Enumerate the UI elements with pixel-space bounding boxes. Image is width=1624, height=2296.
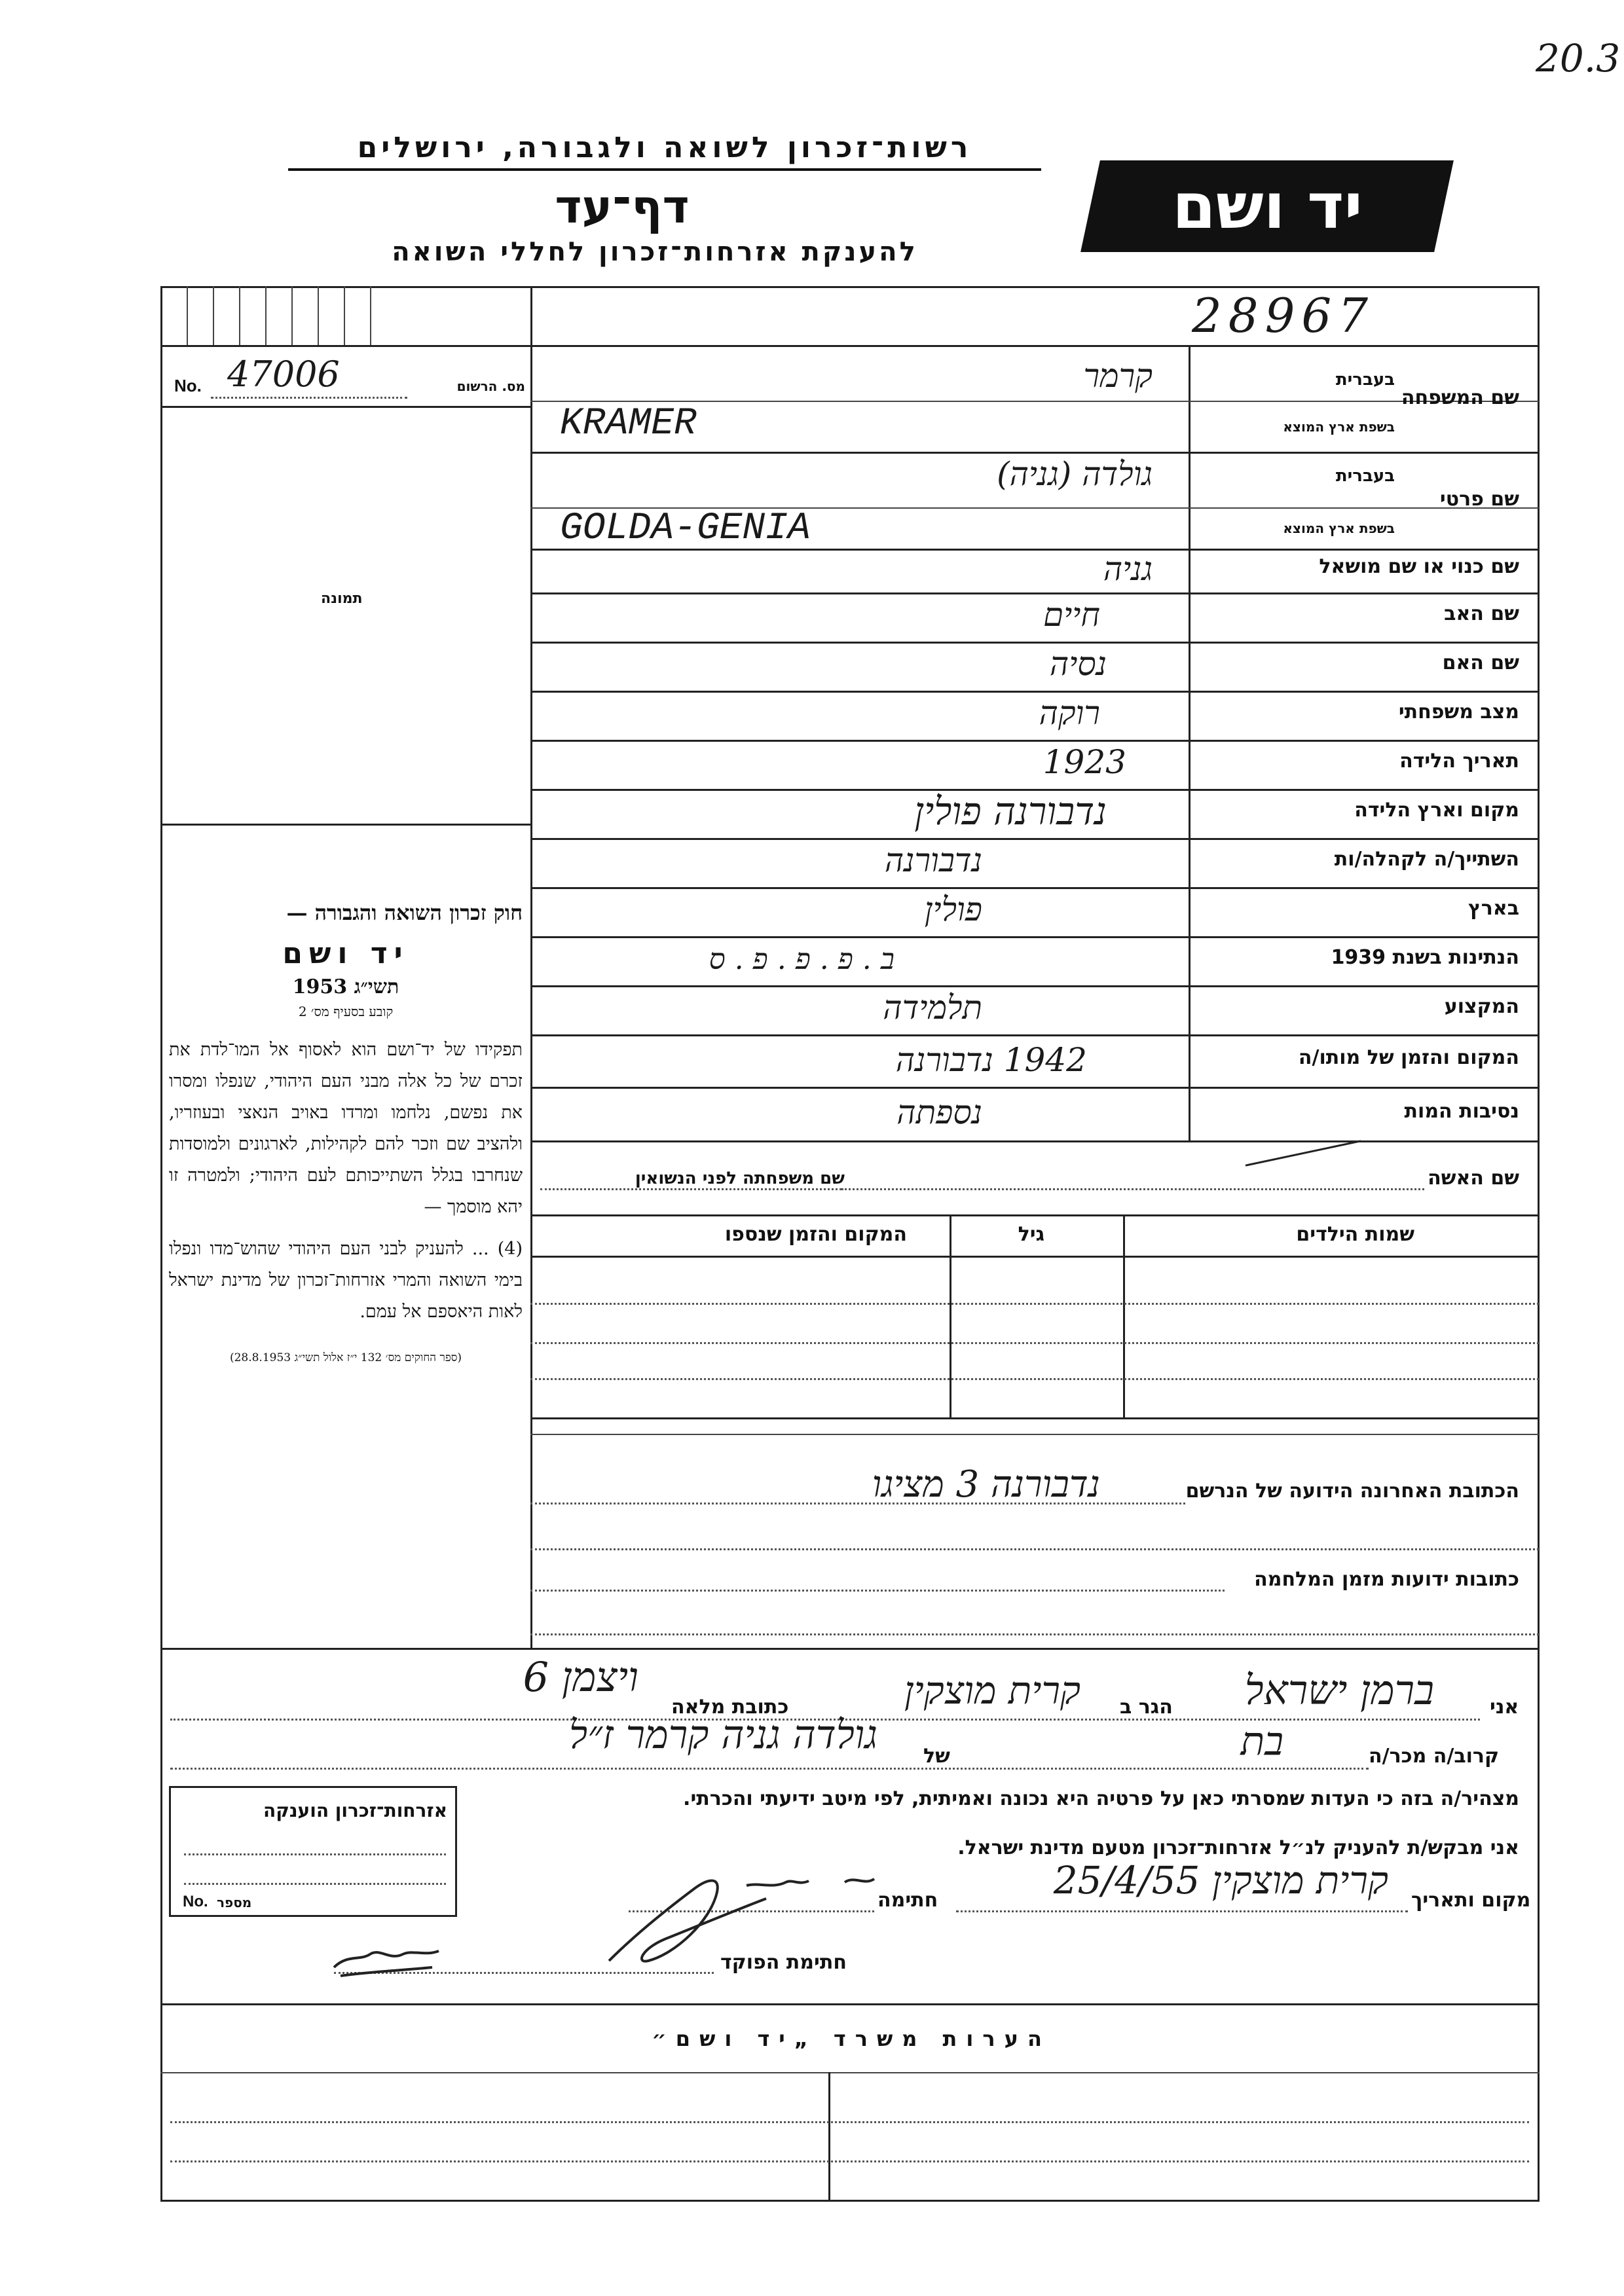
death-circumstances-value: נספתה	[896, 1093, 982, 1131]
family-name-label: שם המשפחה	[1401, 386, 1519, 409]
sheet-number: 28967	[1192, 288, 1375, 343]
citizenship-1939-label: הנתינות בשנת 1939	[1331, 946, 1519, 969]
citizenship-number-label: מספר	[217, 1895, 252, 1910]
birth-date-value: 1923	[1043, 743, 1126, 781]
citizenship-no-label: No.	[183, 1893, 208, 1910]
office-notes-heading: הערות משרד „יד ושם״	[652, 2026, 1051, 2051]
officer-signature	[327, 1931, 458, 1984]
children-place-header: המקום והזמן שנספו	[724, 1223, 907, 1246]
family-name-hebrew-label: בעברית	[1335, 370, 1395, 390]
marital-status-label: מצב משפחתי	[1398, 701, 1519, 723]
law-paragraph-2: (4) ... להעניק לבני העם היהודי שהוש־מדו ונפלו בימי השואה והמרי אזרחות־זכרון של מדינת ישראל לאות היאספם אל עמם.	[169, 1239, 523, 1322]
registration-field	[172, 354, 525, 398]
first-name-origin-value: GOLDA-GENIA	[560, 507, 811, 550]
nickname-label: שם כנוי או שם מושאל	[1319, 555, 1519, 578]
of-label: של	[923, 1745, 950, 1768]
of-value: גולדה גניה קרמר ז״ל	[569, 1712, 877, 1758]
registration-no-label: No.	[174, 376, 202, 395]
officer-signature-label: חתימת הפוקד	[720, 1951, 847, 1974]
signature-label: חתימה	[877, 1889, 938, 1912]
citizenship-1939-value: ב.פ.פ.פ.ס	[709, 943, 904, 976]
country-value: פולין	[924, 890, 982, 928]
declaration-statement: מצהיר/ה בזה כי העדות שמסרתי כאן על פרטיה היא נכונה ואמיתית, לפי מיטב ידיעתי והכרתי.	[683, 1787, 1519, 1810]
law-source: (ספר החוקים מס׳ 132 י״ז אלול תשי״ג 28.8.1953)	[229, 1351, 462, 1364]
registration-value: 47006	[227, 354, 340, 395]
birth-date-label: תאריך הלידה	[1399, 750, 1519, 773]
mother-name-value: נסיה	[1049, 645, 1107, 683]
nickname-value: גניה	[1103, 550, 1153, 588]
birth-place-value: נדבורנה פולין	[914, 789, 1107, 833]
authority-heading: רשות־זכרון לשואה ולגבורה, ירושלים	[288, 131, 1041, 171]
corner-note: 20.3	[1536, 36, 1621, 81]
photo-label: תמונה	[321, 591, 363, 607]
country-label: בארץ	[1467, 897, 1519, 920]
citizenship-granted-title: אזרחות־זכרון הוענקה	[263, 1800, 447, 1821]
death-circumstances-label: נסיבות המות	[1404, 1100, 1519, 1123]
community-value: נדבורנה	[884, 841, 982, 879]
children-age-header: גיל	[1018, 1223, 1044, 1246]
law-paragraph-1: תפקידו של יד־ושם הוא לאסוף אל המו־לדת את זכרם של כל אלה מבני העם היהודי, שנפלו ומסרו את נפשם, נלחמו ומרדו באויב הנאצי ובעוזריו, ולהציב שם וזכר להם לקהילות, לארגונים ולמוסדות שנחרבו בגלל השתייכותם לעם היהודי; ולמטרה זו יהא מוסמך —	[169, 1040, 523, 1217]
last-address-value: נדבורנה 3 מציגו	[872, 1463, 1100, 1506]
father-name-label: שם האב	[1444, 602, 1519, 625]
last-address-label: הכתובת האחרונה הידועה של הנרשם	[1185, 1480, 1519, 1503]
declarant-name-value: ברמן ישראל	[1244, 1666, 1434, 1714]
first-name-hebrew-value: גולדה (גניה)	[997, 455, 1153, 493]
war-addresses-label: כתובות ידועות מזמן המלחמה	[1254, 1568, 1519, 1591]
law-name: יד ושם	[282, 937, 409, 970]
place-date-value: קרית מוצקין 25/4/55	[1053, 1858, 1388, 1903]
registration-label: מס. הרשום	[456, 378, 525, 394]
community-label: השתייך/ה לקהלה/ות	[1334, 848, 1519, 871]
declarant-i-label-text: אני	[1490, 1696, 1519, 1719]
citizenship-granted-box	[169, 1786, 457, 1917]
birth-place-label: מקום וארץ הלידה	[1354, 799, 1519, 822]
relative-value: בת	[1240, 1719, 1283, 1764]
family-name-hebrew-value: קרמר	[1083, 357, 1153, 395]
law-title: חוק זכרון השואה והגבורה —	[286, 900, 523, 925]
declaration-request: אני מבקש/ת להעניק לנ״ל אזרחות־זכרון מטעם מדינת ישראל.	[957, 1836, 1519, 1859]
resides-value: קרית מוצקין	[904, 1668, 1080, 1713]
children-names-header: שמות הילדים	[1296, 1223, 1414, 1246]
father-name-value: חיים	[1043, 596, 1100, 634]
family-name-origin-value: KRAMER	[560, 403, 697, 445]
wife-maiden-label: שם משפחתה לפני הנשואין	[635, 1169, 845, 1188]
death-place-time-value: 1942 נדבורנה	[895, 1041, 1087, 1079]
relative-label: קרוב/ה מכר/ה	[1369, 1745, 1500, 1768]
law-panel	[169, 900, 523, 1364]
form-subtitle: להענקת אזרחות־זכרון לחללי השואה	[392, 237, 918, 267]
first-name-hebrew-label: בעברית	[1335, 466, 1395, 486]
law-clause: קובע בסעיף מס׳ 2	[298, 1004, 394, 1019]
yad-vashem-logo	[1080, 160, 1454, 252]
marital-status-value: רוקה	[1039, 694, 1100, 732]
place-date-label: מקום ותאריך	[1411, 1889, 1531, 1912]
full-address-label: כתובת מלאה	[671, 1696, 789, 1719]
mother-name-label: שם האם	[1442, 651, 1519, 674]
profession-value: תלמידה	[883, 989, 982, 1027]
full-address-value: ויצמן 6	[523, 1653, 638, 1701]
profession-label: המקצוע	[1444, 995, 1519, 1018]
resides-label: הגר ב	[1120, 1696, 1173, 1719]
family-name-origin-label: בשפת ארץ המוצא	[1283, 419, 1395, 435]
logo-text: יד ושם	[1172, 170, 1363, 243]
first-name-label: שם פרטי	[1439, 488, 1519, 511]
form-title: דף־עד	[555, 180, 690, 234]
wife-label: שם האשה	[1428, 1167, 1519, 1190]
death-place-time-label: המקום והזמן של מותו/ה	[1298, 1046, 1519, 1069]
first-name-origin-label: בשפת ארץ המוצא	[1283, 520, 1395, 536]
law-year: תשי״ג 1953	[292, 975, 399, 998]
